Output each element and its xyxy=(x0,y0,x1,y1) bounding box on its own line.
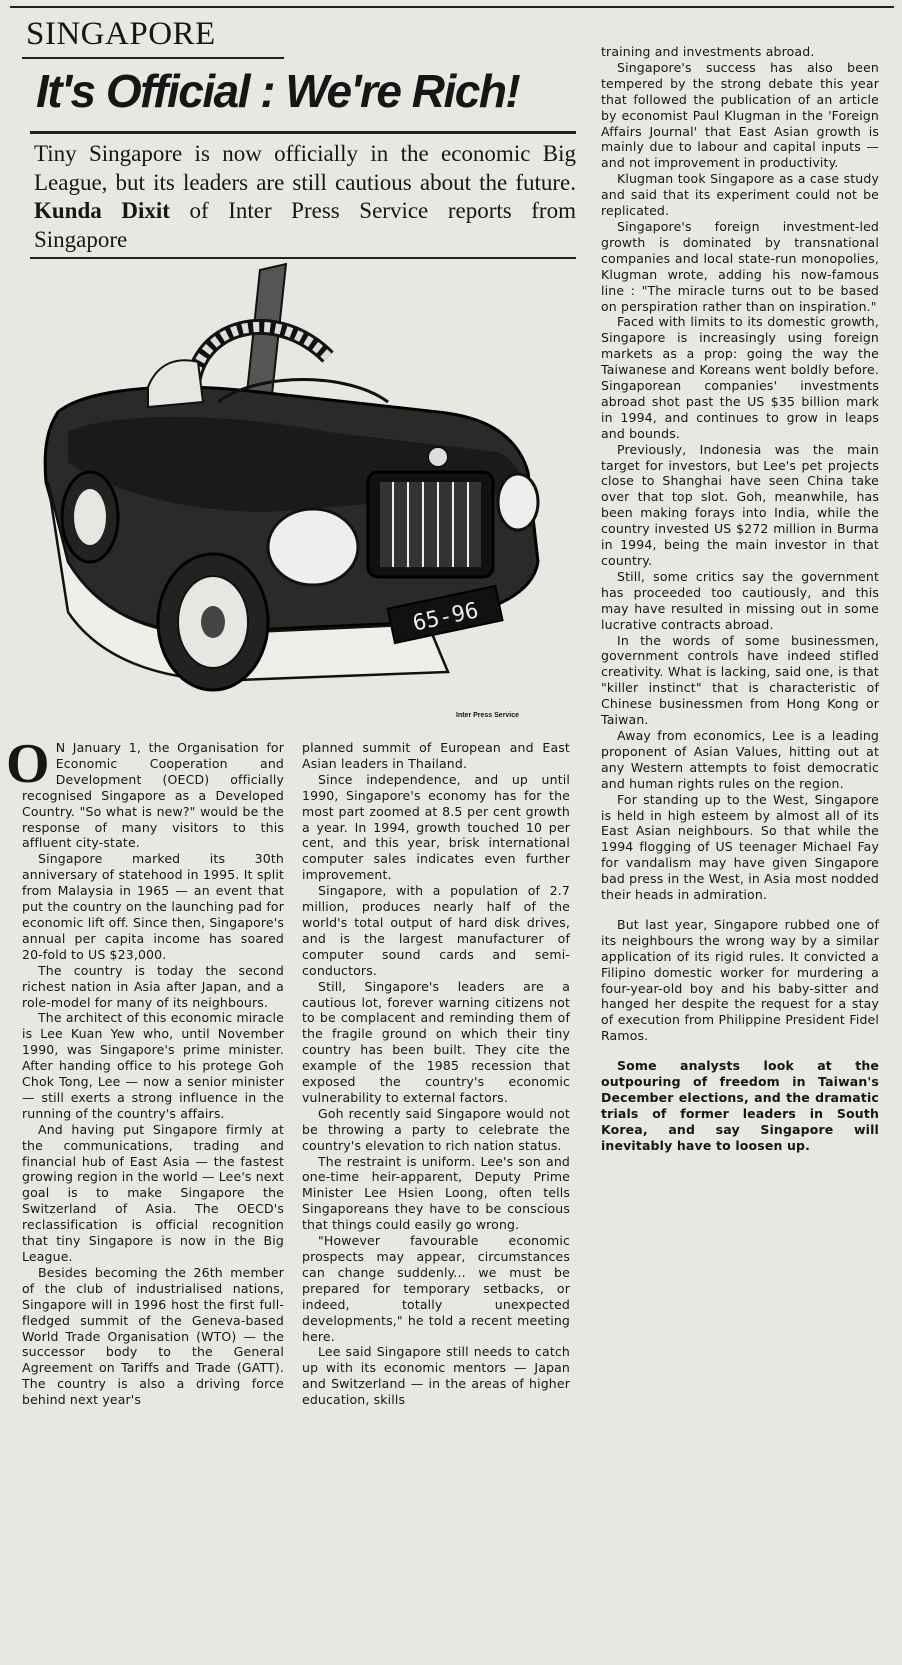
paragraph: Klugman took Singapore as a case study and said that its experiment could not be replicated. xyxy=(601,171,879,219)
deck-suffix: of Inter Press Service reports from Singapore xyxy=(34,198,576,252)
front-wheel xyxy=(158,554,268,690)
paragraph: planned summit of European and East Asian leaders in Thailand. xyxy=(302,740,570,771)
paragraph: Besides becoming the 26th member of the club of industrialised nations, Singapore will in 1996 host the first full-fledged summit of the Geneva-based World Trade Organisation (WTO) — the successor body to the General Agreement on Tariffs and Trade (GATT). The country is also a driving force behind next year's xyxy=(22,1264,284,1408)
section-label: SINGAPORE xyxy=(26,16,216,52)
illustration-credit: Inter Press Service xyxy=(456,712,520,719)
car-illustration xyxy=(28,262,583,732)
drop-cap: O xyxy=(6,733,50,795)
paragraph: Singapore, with a population of 2.7 million, produces nearly half of the world's total output of hard disk drives, and is the largest manufacturer of computer sound cards and semi-conductors. xyxy=(302,883,570,978)
paragraph: Singapore marked its 30th anniversary of statehood in 1995. It split from Malaysia in 1965 — an event that put the country on the launching pad for economic lift off. Since then, Singapore's annual per capita income has soared 20-fold to US $23,000. xyxy=(22,851,284,962)
article-column-2 xyxy=(302,740,570,1408)
paragraph: Singapore's foreign investment-led growth is dominated by transnational companies and local state-run monopolies, Klugman wrote, adding his now-famous line : "The miracle turns out to be based on perspiration rather than on inspiration." xyxy=(601,218,879,314)
deck-rule-top xyxy=(30,131,576,134)
paragraph: Previously, Indonesia was the main target for investors, but Lee's pet projects close to Shanghai have seen China take over that top slot. Goh, meanwhile, has been making forays into India, while the country invested US $272 million in Burma in 1994, being the main investor in that country. xyxy=(601,441,879,568)
right-headlight xyxy=(498,474,538,530)
rear-wheel xyxy=(62,472,118,562)
top-rule xyxy=(10,6,894,8)
paragraph: The architect of this economic miracle is Lee Kuan Yew who, until November 1990, was Singapore's prime minister. After handing office to his protege Goh Chok Tong, Lee — now a senior minister — still exerts a strong influence in the running of the country's affairs. xyxy=(22,1010,284,1121)
paragraph: Faced with limits to its domestic growth, Singapore is increasingly using foreign markets as a prop: going the way the Taiwanese and Koreans went boldly before. Singaporean companies' investments abroad shot past the US $35 billion mark in 1994, and continues to grow in leaps and bounds. xyxy=(601,314,879,441)
paragraph: Since independence, and up until 1990, Singapore's economy has for the most part zoomed at 8.5 per cent growth a year. In 1994, growth touched 10 per cent, and this year, brisk international computer sales indicates even further improvement. xyxy=(302,771,570,883)
paragraph: The country is today the second richest nation in Asia after Japan, and a role-model for many of its neighbours. xyxy=(22,962,284,1010)
deck-text: Tiny Singapore is now officially in the economic Big League, but its leaders are still cautious about the future. xyxy=(34,141,576,195)
paragraph: For standing up to the West, Singapore is held in high esteem by almost all of its East Asian neighbours. So that while the 1994 flogging of US teenager Michael Fay for vandalism may have given Singapore bad press in the West, in Asia most nodded their heads in admiration. xyxy=(601,791,879,903)
deck xyxy=(34,140,576,254)
article-column-3 xyxy=(601,44,879,1154)
paragraph: Away from economics, Lee is a leading proponent of Asian Values, hitting out at any Western attempts to foist democratic and human rights rules on the region. xyxy=(601,727,879,791)
paragraph: training and investments abroad. xyxy=(601,44,815,59)
section-rule xyxy=(22,57,284,59)
article-column-1 xyxy=(6,733,284,1408)
paragraph: Lee said Singapore still needs to catch up with its economic mentors — Japan and Switzerland — in the areas of higher education, skills xyxy=(302,1344,570,1408)
paragraph: The restraint is uniform. Lee's son and one-time heir-apparent, Deputy Prime Minister Lee Hsien Loong, often tells Singaporeans they have to be conscious that things could easily go wrong. xyxy=(302,1153,570,1233)
paragraph-text: N January 1, the Organisation for Economic Cooperation and Development (OECD) officially recognised Singapore as a Developed Country. "So what is new?" would be the response of many visitors to this affluent city-state. xyxy=(22,740,284,851)
paragraph: Singapore's success has also been tempered by the strong debate this year that followed the publication of an article by economist Paul Klugman in the 'Foreign Affairs Journal' that East Asian growth is mainly due to labour and capital inputs — and not improvement in productivity. xyxy=(601,59,879,171)
paragraph: Goh recently said Singapore would not be throwing a party to celebrate the country's elevation to rich nation status. xyxy=(302,1105,570,1153)
paragraph: Some analysts look at the outpouring of freedom in Taiwan's December elections, and the dramatic trials of former leaders in South Korea, and say Singapore will inevitably have to loosen up. xyxy=(601,1058,879,1153)
paragraph: But last year, Singapore rubbed one of its neighbours the wrong way by a similar application of its rigid rules. It convicted a Filipino domestic worker for murdering a four-year-old boy and his baby-sitter and hanged her despite the request for a stay of execution from Philippine President Fidel Ramos. xyxy=(601,916,879,1044)
paragraph: In the words of some businessmen, government controls have indeed stifled creativity. What is lacking, said one, is that "killer instinct" that is characteristic of Chinese businessmen from Hong Kong or Taiwan. xyxy=(601,632,879,728)
deck-rule-bottom xyxy=(30,257,576,259)
paragraph: And having put Singapore firmly at the communications, trading and financial hub of East Asia — the fastest growing region in the world — Lee's next goal is to make Singapore the Switzerland of Asia. The OECD's reclassification is official recognition that tiny Singapore is now in the Big League. xyxy=(22,1121,284,1264)
left-headlight xyxy=(268,509,358,585)
paragraph: "However favourable economic prospects may appear, circumstances can change suddenly... we must be prepared for temporary setbacks, or indeed, totally unexpected developments," he told a recent meeting here. xyxy=(302,1233,570,1344)
paragraph: Still, Singapore's leaders are a cautious lot, forever warning citizens not to be complacent and reminding them of the fragile ground on which their tiny country has been built. They cite the example of the 1985 recession that exposed the country's economic vulnerability to external factors. xyxy=(302,978,570,1105)
paragraph: Still, some critics say the government has proceeded too cautiously, and this may have resulted in missing out in some lucrative contracts abroad. xyxy=(601,568,879,632)
paragraph xyxy=(6,733,284,851)
deck-author: Kunda Dixit xyxy=(34,198,170,223)
license-plate-text: 65-96 xyxy=(410,598,481,637)
headline: It's Official : We're Rich! xyxy=(36,65,520,117)
